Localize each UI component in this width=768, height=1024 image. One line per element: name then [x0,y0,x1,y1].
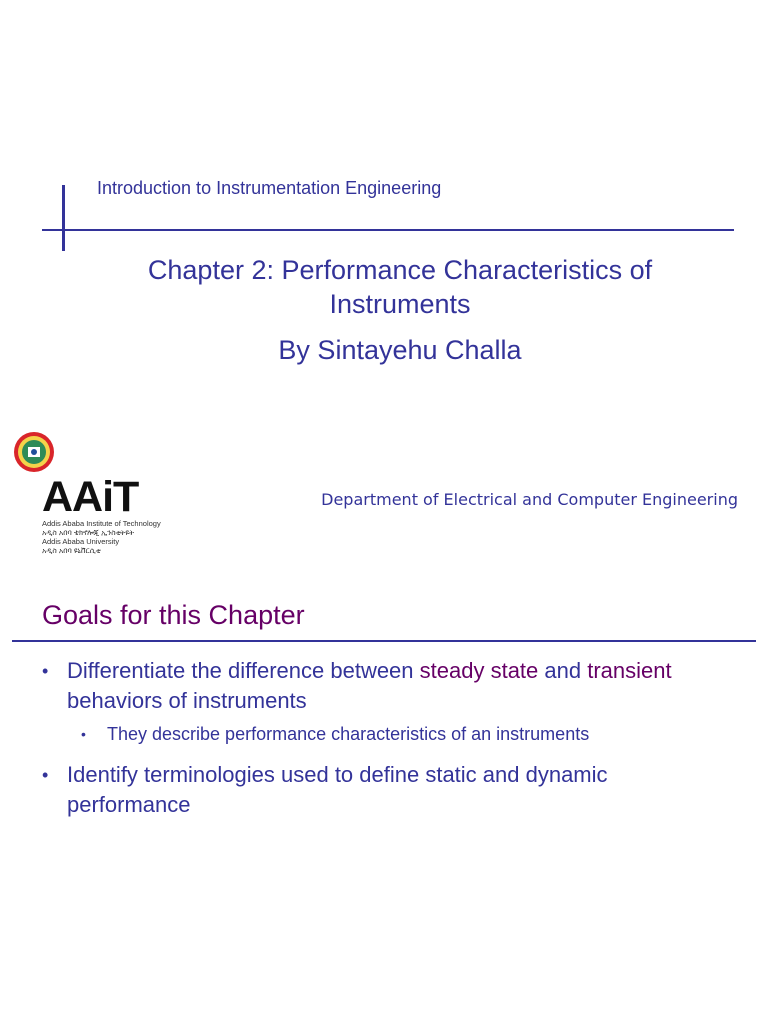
vertical-accent-rule [62,185,65,251]
goals-list [0,656,768,820]
course-name: Introduction to Instrumentation Engineering [97,178,442,198]
goals-slide [0,576,768,1024]
logo-subtitle-4: አዲስ አበባ ዩኒቨርሲቲ [42,546,101,555]
bullet-icon: • [81,726,86,742]
list-item: • Differentiate the difference between steady state and transient behaviors of instruments • They describe performance characteristics of an instruments [0,656,768,760]
list-item: • Identify terminologies used to define static and dynamic performance [42,762,608,817]
highlight-term: steady state [419,658,539,683]
bullet-icon: • [42,765,49,785]
author-line: By Sintayehu Challa [278,335,522,365]
logo-subtitle-2: አዲስ አበባ ቴክኖሎጂ ኢንስቲትዩት [42,528,135,537]
bullet-icon: • [42,661,49,681]
highlight-term: transient [587,658,672,683]
logo-wordmark: AAiT [42,473,139,521]
horizontal-accent-rule [42,229,734,231]
heading-rule [12,640,756,642]
sub-list [67,722,728,746]
chapter-title-line-1: Chapter 2: Performance Characteristics of [147,255,653,285]
department-name: Department of Electrical and Computer Engineering [321,490,738,509]
slide-heading: Goals for this Chapter [42,600,305,630]
university-seal-icon [13,431,55,473]
chapter-title [80,253,720,321]
title-block [80,253,720,367]
chapter-title-line-2: Instruments [329,289,471,319]
aait-logo [42,475,161,555]
logo-subtitle-3: Addis Ababa University [42,537,120,546]
logo-subtitle-1: Addis Ababa Institute of Technology [42,519,161,528]
sub-list-item: • They describe performance characteristics of an instruments [81,724,590,744]
